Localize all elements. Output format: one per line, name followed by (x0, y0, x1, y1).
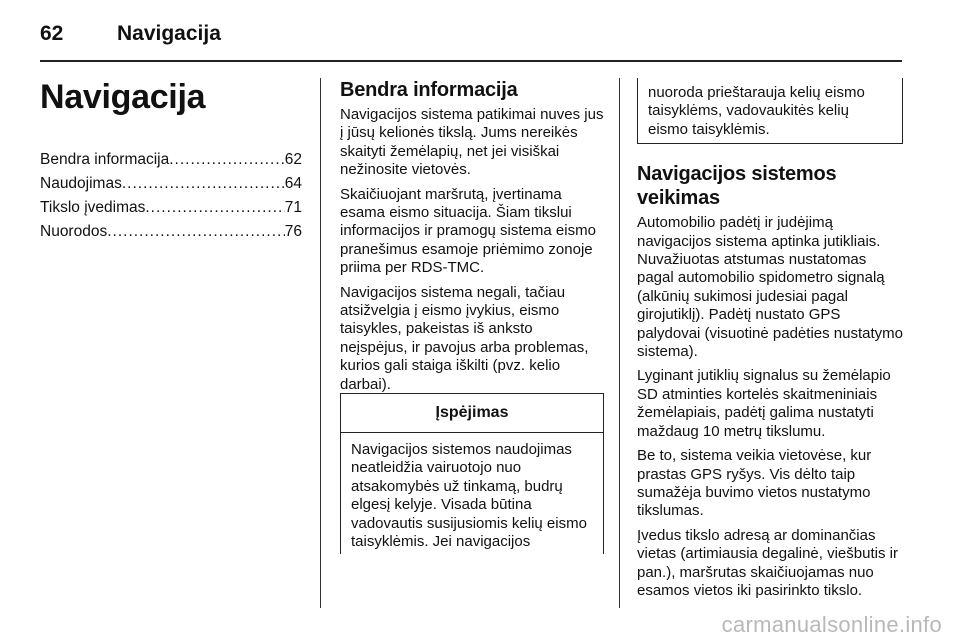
toc-entry-page: 64 (284, 175, 302, 192)
toc-entry[interactable] (40, 172, 302, 196)
column-divider (619, 78, 620, 608)
toc-entry-label: Bendra informacija (40, 151, 170, 168)
general-info-column (340, 78, 604, 400)
system-operation-column (637, 78, 903, 606)
chapter-title: Navigacija (40, 78, 206, 116)
toc-leader-dots (122, 172, 285, 196)
toc-leader-dots (145, 196, 284, 220)
toc-entry-page: 76 (284, 223, 302, 240)
toc-leader-dots (169, 148, 285, 172)
toc-leader-dots (107, 220, 285, 244)
running-title: Navigacija (117, 22, 221, 45)
column-divider (320, 78, 321, 608)
toc-entry-page: 71 (284, 199, 302, 216)
warning-title: Įspėjimas (341, 394, 603, 433)
body-paragraph: Skaičiuojant maršrutą, įvertinama esama eismo situacija. Šiam tikslui informacijos ir pramogų sistema eismo pranešimus esamoje priėmimo zonoje priima per RDS-TMC. (340, 185, 596, 277)
page-header (40, 22, 902, 62)
body-paragraph: Lyginant jutiklių signalus su žemėlapio SD atminties kortelės skaitmeniniais žemėlapiais, padėtį galima nustatyti maždaug 10 metrų tikslumu. (637, 367, 891, 440)
chapter-column (40, 78, 302, 244)
body-paragraph: Navigacijos sistema negali, tačiau atsižvelgia į eismo įvykius, eismo taisykles, pakeistas iš anksto neįspėjus, ir pavojus arba problemas, kurios gali staiga iškilti (pvz. kelio darbai). (340, 283, 589, 393)
warning-text: Navigacijos sistemos naudojimas neatleidžia vairuotojo nuo atsakomybės už tinkamą, budrų elgesį kelyje. Visada būtina vadovautis susijusiomis kelių eismo taisyklėmis. Jei navigacijos (351, 441, 587, 551)
toc-entry-label: Tikslo įvedimas (40, 199, 146, 216)
toc-entry[interactable] (40, 220, 302, 244)
body-paragraph: Navigacijos sistema patikimai nuves jus į jūsų kelionės tikslą. Jums nereikės skaityti žemėlapių, net jei visiškai nežinosite vietovės. (340, 106, 604, 179)
section-heading: Bendra informacija (340, 79, 518, 101)
warning-continuation-box: nuoroda prieštarauja kelių eismo taisyklėms, vadovaukitės kelių eismo taisyklėmis. (637, 78, 903, 144)
toc-entry-label: Naudojimas (40, 175, 122, 192)
body-paragraph: Be to, sistema veikia vietovėse, kur prastas GPS ryšys. Vis dėlto taip sumažėja buvimo vietos nustatymo tikslumas. (637, 447, 872, 520)
section-heading: Navigacijos sistemos veikimas (637, 163, 837, 210)
watermark: carmanualsonline.info (721, 612, 942, 637)
warning-box (340, 393, 604, 554)
toc-entry[interactable] (40, 148, 302, 172)
table-of-contents (40, 148, 302, 244)
toc-entry[interactable] (40, 196, 302, 220)
body-paragraph: Automobilio padėtį ir judėjimą navigacijos sistema aptinka jutikliais. Nuvažiuotas atstumas nustatomas pagal automobilio spidometro signalą (alkūnių sukimosi judesiai pagal girojutiklį). Padėtį nustato GPS palydovai (visuotinė padėties nustatymo sistema). (637, 214, 903, 361)
page-number: 62 (40, 22, 64, 45)
toc-entry-label: Nuorodos (40, 223, 108, 240)
toc-entry-page: 62 (284, 151, 302, 168)
body-paragraph: Įvedus tikslo adresą ar dominančias vietas (artimiausia degalinė, viešbutis ir pan.), maršrutas skaičiuojamas nuo esamos vietos iki pasirinkto tikslo. (637, 526, 898, 599)
